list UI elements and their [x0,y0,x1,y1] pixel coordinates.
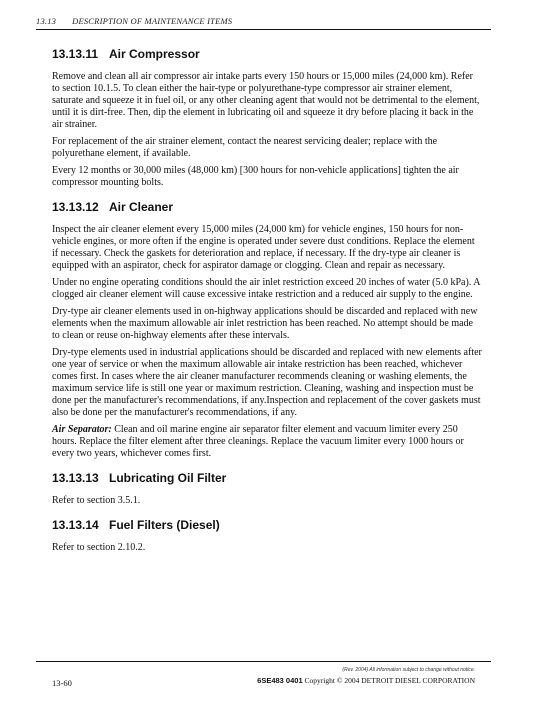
section-lubricating-oil-filter [52,470,482,507]
section-air-cleaner [52,199,482,460]
air-separator-label: Air Separator: [52,424,112,435]
paragraph: For replacement of the air strainer element, contact the nearest servicing dealer; replace with the polyurethane element, if available. [52,136,438,159]
paragraph: Under no engine operating conditions should the air inlet restriction exceed 20 inches of water (5.0 kPa). A clogged air cleaner element will cause excessive intake restriction and a reduced air supply to the engine. [52,277,480,300]
copyright-text: Copyright © 2004 DETROIT DIESEL CORPORATION [304,676,475,685]
running-header [36,16,232,26]
section-title: Air Compressor [109,47,200,61]
section-air-compressor [52,46,482,189]
section-heading [52,46,482,62]
header-section-number: 13.13 [36,16,57,26]
air-separator-text: Clean and oil marine engine air separator filter element and vacuum limiter every 250 hours. Replace the filter element after three cleanings. Replace the vacuum limiter every 1000 hours or every two years, whichever comes first. [52,424,464,459]
section-number: 13.13.11 [52,47,99,61]
section-number: 13.13.12 [52,200,99,214]
section-fuel-filters [52,517,482,554]
footer-copyright-line [257,676,475,685]
paragraph: Every 12 months or 30,000 miles (48,000 km) [300 hours for non-vehicle applications] tighten the air compressor mounting bolts. [52,165,459,188]
footer-rule [36,661,491,662]
paragraph: Remove and clean all air compressor air intake parts every 150 hours or 15,000 miles (24,000 km). Refer to section 10.1.5. To clean either the hair-type or polyurethane-type compressor air strainer element, saturate and squeeze it in fuel oil, or any other cleaning agent that would not be detrimental to the element, until it is dirt-free. Then, dip the element in lubricating oil and squeeze it dry before placing it back in the air strainer. [52,71,480,130]
document-code: 6SE483 0401 [257,676,303,685]
section-heading [52,470,482,486]
section-heading [52,517,482,533]
page-number: 13-60 [52,678,72,688]
section-number: 13.13.14 [52,518,99,532]
page-body [52,46,482,564]
header-section-title: DESCRIPTION OF MAINTENANCE ITEMS [72,16,233,26]
section-number: 13.13.13 [52,471,99,485]
revision-note: (Rev. 2004) All information subject to change without notice. [342,667,475,673]
header-rule [36,29,491,30]
section-title: Air Cleaner [109,200,174,214]
paragraph: Dry-type elements used in industrial applications should be discarded and replaced with new elements after one year of service or when the maximum allowable air intake restriction has been reached, whichever comes first. In cases where the air cleaner manufacturer recommends cleaning or washing elements, the maximum service life is still one year or maximum restriction. Cleaning, washing and inspection must be done per the manufacturer's recommendations, if any.Inspection and replacement of the cover gaskets must also be done per the manufacturer's recommendations, if any. [52,347,482,418]
air-separator-paragraph [52,424,482,460]
paragraph: Refer to section 3.5.1. [52,495,141,506]
section-heading [52,199,482,215]
section-title: Fuel Filters (Diesel) [109,518,220,532]
section-title: Lubricating Oil Filter [109,471,227,485]
paragraph: Dry-type air cleaner elements used in on-highway applications should be discarded and replaced with new elements when the maximum allowable air inlet restriction has been reached. No attempt should be made to clean or reuse on-highway elements after these intervals. [52,306,478,341]
paragraph: Refer to section 2.10.2. [52,542,146,553]
paragraph: Inspect the air cleaner element every 15,000 miles (24,000 km) for vehicle engines, 150 hours for non-vehicle engines, or more often if the engine is operated under severe dust conditions. Replace the element if necessary. Check the gaskets for deterioration and replace, if necessary. If the dry-type air cleaner is equipped with an aspirator, check for aspirator damage or clogging. Clean and repair as necessary. [52,224,475,271]
